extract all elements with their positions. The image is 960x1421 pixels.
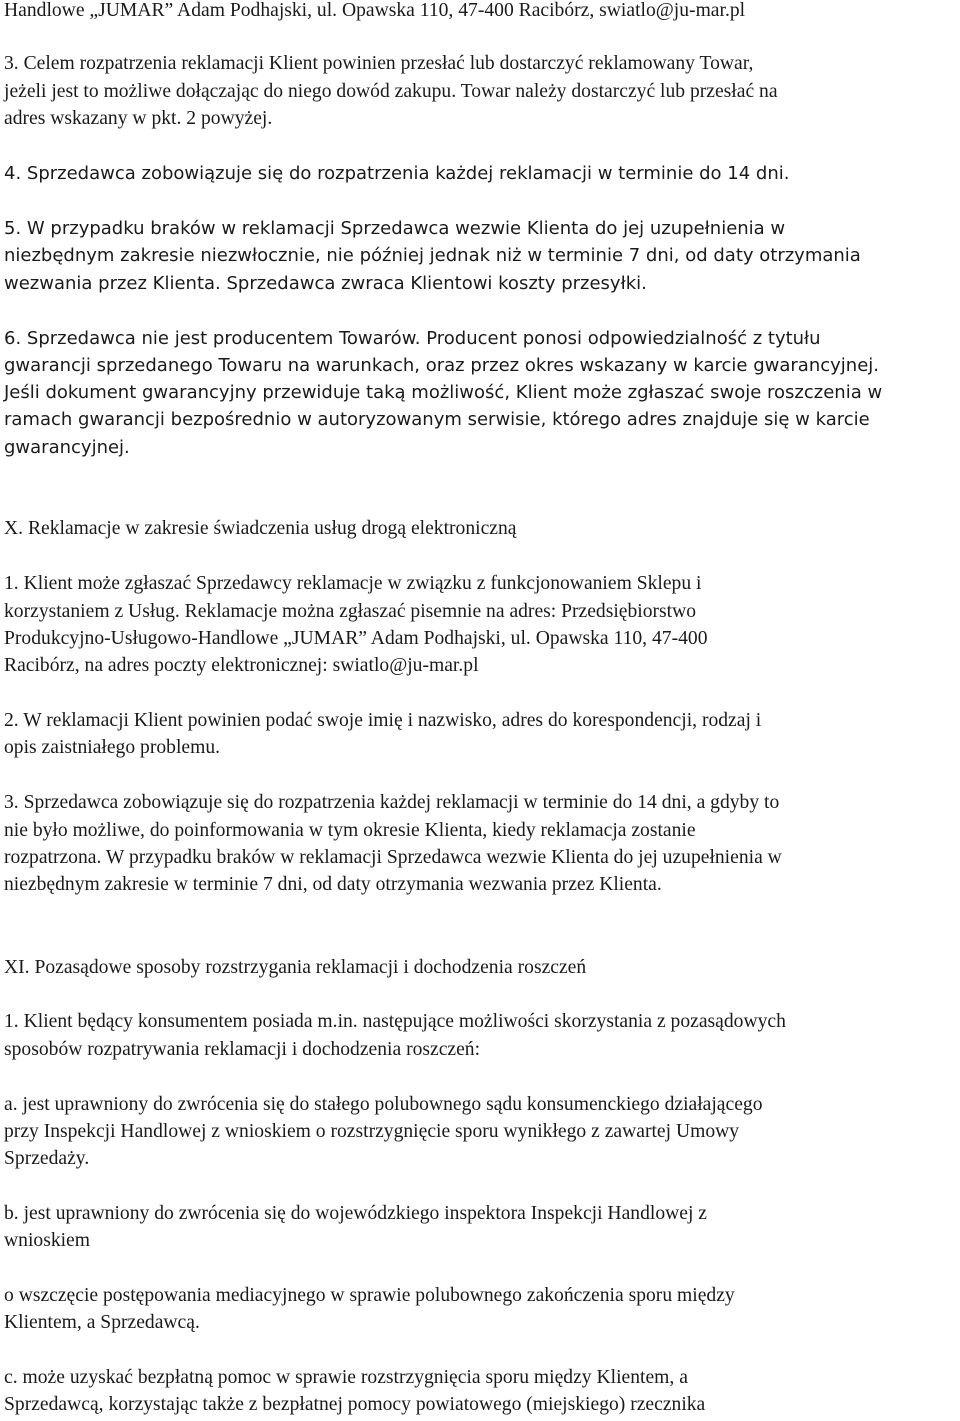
section-x-p1-line-1: 1. Klient może zgłaszać Sprzedawcy reklamacje w związku z funkcjonowaniem Sklepu i [4, 573, 702, 594]
section-xi-c-line-2: Sprzedawcą, korzystając także z bezpłatnej pomocy powiatowego (miejskiego) rzecznika [4, 1394, 706, 1415]
paragraph-6-line-3: Jeśli dokument gwarancyjny przewiduje taką możliwość, Klient może zgłaszać swoje roszczenia w [4, 382, 883, 403]
section-xi-b-line-3: o wszczęcie postępowania mediacyjnego w sprawie polubownego zakończenia sporu między [4, 1285, 735, 1306]
section-xi-p1-line-2: sposobów rozpatrywania reklamacji i dochodzenia roszczeń: [4, 1039, 481, 1060]
section-x-p3-line-3: rozpatrzona. W przypadku braków w reklamacji Sprzedawca wezwie Klienta do jej uzupełnienia w [4, 847, 782, 868]
paragraph-6-line-5: gwarancyjnej. [4, 437, 130, 458]
paragraph-5-line-3: wezwania przez Klienta. Sprzedawca zwraca Klientowi koszty przesyłki. [4, 273, 647, 294]
section-x-p3-line-2: nie było możliwe, do poinformowania w tym okresie Klienta, kiedy reklamacja zostanie [4, 820, 696, 841]
section-xi-a-line-2: przy Inspekcji Handlowej z wnioskiem o rozstrzygnięcie sporu wynikłego z zawartej Umowy [4, 1121, 740, 1142]
section-x-p1-line-4: Racibórz, na adres poczty elektronicznej: swiatlo@ju-mar.pl [4, 655, 479, 676]
section-x-heading: X. Reklamacje w zakresie świadczenia usług drogą elektroniczną [4, 518, 517, 539]
paragraph-5-line-1: 5. W przypadku braków w reklamacji Sprzedawca wezwie Klienta do jej uzupełnienia w [4, 218, 786, 239]
paragraph-4: 4. Sprzedawca zobowiązuje się do rozpatrzenia każdej reklamacji w terminie do 14 dni. [4, 163, 790, 184]
section-xi-b-line-4: Klientem, a Sprzedawcą. [4, 1312, 200, 1333]
paragraph-3-line-2: jeżeli jest to możliwe dołączając do niego dowód zakupu. Towar należy dostarczyć lub przesłać na [4, 81, 778, 102]
paragraph-6-line-1: 6. Sprzedawca nie jest producentem Towarów. Producent ponosi odpowiedzialność z tytułu [4, 328, 821, 349]
section-x-p2-line-1: 2. W reklamacji Klient powinien podać swoje imię i nazwisko, adres do korespondencji, rodzaj i [4, 710, 762, 731]
section-x-p3-line-1: 3. Sprzedawca zobowiązuje się do rozpatrzenia każdej reklamacji w terminie do 14 dni, a gdyby to [4, 792, 780, 813]
section-xi-b-line-2: wnioskiem [4, 1230, 90, 1251]
section-x-p1-line-2: korzystaniem z Usług. Reklamacje można zgłaszać pisemnie na adres: Przedsiębiorstwo [4, 601, 697, 622]
section-xi-c-line-1: c. może uzyskać bezpłatną pomoc w sprawie rozstrzygnięcia sporu między Klientem, a [4, 1367, 688, 1388]
paragraph-5-line-2: niezbędnym zakresie niezwłocznie, nie później jednak niż w terminie 7 dni, od daty otrzymania [4, 245, 861, 266]
section-xi-p1-line-1: 1. Klient będący konsumentem posiada m.in. następujące możliwości skorzystania z pozasądowych [4, 1011, 786, 1032]
paragraph-3-line-3: adres wskazany w pkt. 2 powyżej. [4, 108, 273, 129]
paragraph-6-line-2: gwarancji sprzedanego Towaru na warunkach, oraz przez okres wskazany w karcie gwarancyjnej. [4, 355, 880, 376]
section-x-p3-line-4: niezbędnym zakresie w terminie 7 dni, od daty otrzymania wezwania przez Klienta. [4, 874, 662, 895]
address-line: Handlowe „JUMAR” Adam Podhajski, ul. Opawska 110, 47-400 Racibórz, swiatlo@ju-mar.pl [4, 0, 746, 21]
section-xi-a-line-3: Sprzedaży. [4, 1148, 90, 1169]
paragraph-6-line-4: ramach gwarancji bezpośrednio w autoryzowanym serwisie, którego adres znajduje się w karcie [4, 409, 870, 430]
section-xi-b-line-1: b. jest uprawniony do zwrócenia się do wojewódzkiego inspektora Inspekcji Handlowej z [4, 1203, 708, 1224]
paragraph-3-line-1: 3. Celem rozpatrzenia reklamacji Klient powinien przesłać lub dostarczyć reklamowany Towar, [4, 53, 754, 74]
section-xi-heading: XI. Pozasądowe sposoby rozstrzygania reklamacji i dochodzenia roszczeń [4, 957, 587, 978]
section-x-p2-line-2: opis zaistniałego problemu. [4, 737, 221, 758]
section-xi-a-line-1: a. jest uprawniony do zwrócenia się do stałego polubownego sądu konsumenckiego działającego [4, 1094, 763, 1115]
section-x-p1-line-3: Produkcyjno-Usługowo-Handlowe „JUMAR” Adam Podhajski, ul. Opawska 110, 47-400 [4, 628, 708, 649]
